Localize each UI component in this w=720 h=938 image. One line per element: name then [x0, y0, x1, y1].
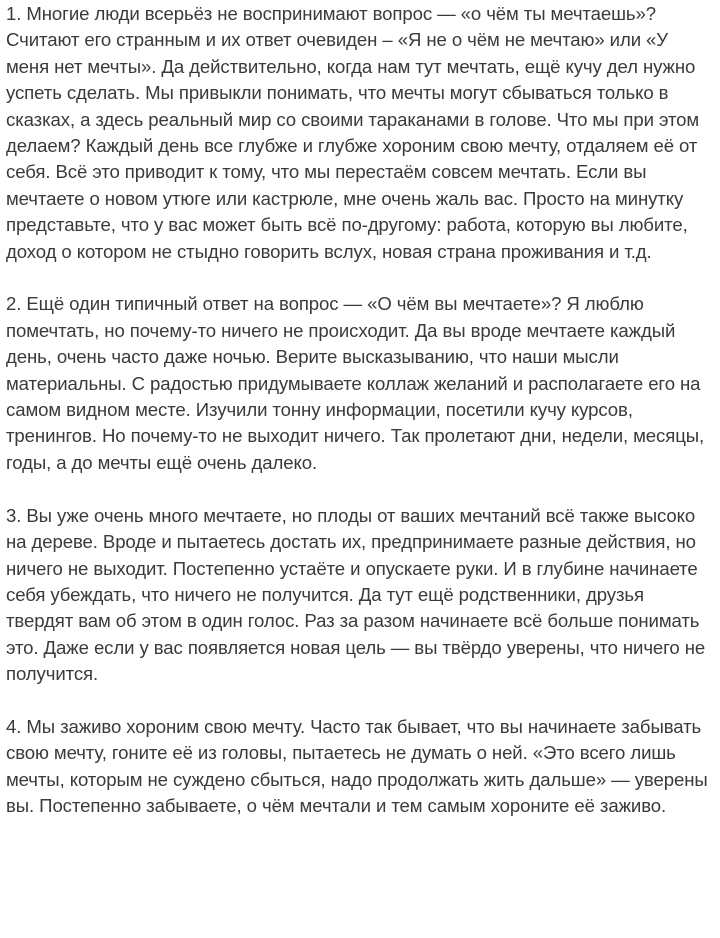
paragraph-4: 4. Мы заживо хороним свою мечту. Часто так бывает, что вы начинаете забывать свою мечту, гоните её из головы, пытаетесь не думать о ней. «Это всего лишь мечты, которым не суждено сбыться, надо продолжать жить дальше» — уверены вы. Постепенно забываете, о чём мечтали и тем самым хороните её заживо. [6, 715, 708, 817]
paragraph-2: 2. Ещё один типичный ответ на вопрос — «О чём вы мечтаете»? Я люблю помечтать, но почему-то ничего не происходит. Да вы вроде мечтаете каждый день, очень часто даже ночью. Верите высказыванию, что наши мысли материальны. С радостью придумываете коллаж желаний и располагаете его на самом видном месте. Изучили тонну информации, посетили кучу курсов, тренингов. Но почему-то не выходит ничего. Так пролетают дни, недели, месяцы, годы, а до мечты ещё очень далеко. [6, 293, 705, 473]
paragraph-3: 3. Вы уже очень много мечтаете, но плоды от ваших мечтаний всё также высоко на дереве. Вроде и пытаетесь достать их, предпринимаете разные действия, но ничего не выходит. Постепенно устаёте и опускаете руки. И в глубине начинаете себя убеждать, что ничего не получится. Да тут ещё родственники, друзья твердят вам об этом в один голос. Раз за разом начинаете всё больше понимать это. Даже если у вас появляется новая цель — вы твёрдо уверены, что ничего не получится. [6, 504, 706, 685]
paragraph-1: 1. Многие люди всерьёз не воспринимают вопрос — «о чём ты мечтаешь»? Считают его странным и их ответ очевиден – «Я не о чём не мечтаю» или «У меня нет мечты». Да действительно, когда нам тут мечтать, ещё кучу дел нужно успеть сделать. Мы привыкли понимать, что мечты могут сбываться только в сказках, а здесь реальный мир со своими тараканами в голове. Что мы при этом делаем? Каждый день все глубже и глубже хороним свою мечту, отдаляем её от себя. Всё это приводит к тому, что мы перестаём совсем мечтать. Если вы мечтаете о новом утюге или кастрюле, мне очень жаль вас. Просто на минутку представьте, что у вас может быть всё по-другому: работа, которую вы любите, доход о котором не стыдно говорить вслух, новая страна проживания и т.д. [6, 3, 700, 262]
